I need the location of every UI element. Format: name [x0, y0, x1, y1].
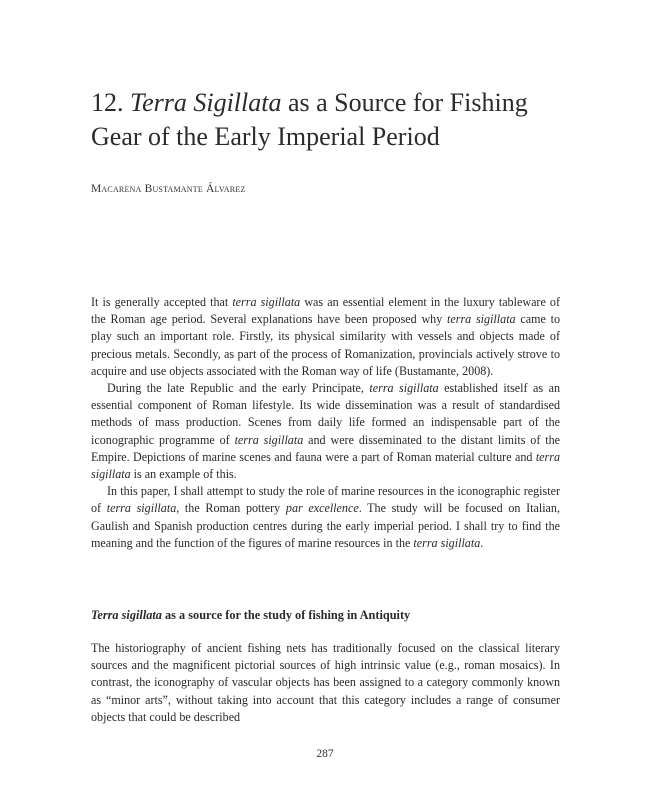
italic-term: terra sigillata	[447, 312, 516, 327]
section-paragraph-1: The historiography of ancient fishing nets has traditionally focused on the classical literary sources and the magnificent pictorial sources of high intrinsic value (e.g., roman mosaics). In contrast, the iconography of vascular objects has been assigned to a category commonly known as “minor arts”, without taking into account that this category includes a range of consumer objects that could be described	[91, 641, 560, 724]
intro-paragraph-2: During the late Republic and the early Principate, terra sigillata established itself as an essential component of Roman lifestyle. Its wide dissemination was a result of standardised methods of mass production. Scenes from daily life formed an indispensable part of the iconographic programme of terra sigillata and were disseminated to the distant limits of the Empire. Depictions of marine scenes and fauna were a part of Roman material culture and terra sigillata is an example of this.	[91, 381, 560, 482]
intro-paragraph-1: It is generally accepted that terra sigillata was an essential element in the luxury tableware of the Roman age period. Several explanations have been proposed why terra sigillata came to play such an important role. Firstly, its physical similarity with vessels and objects made of precious metals. Secondly, as part of the process of Romanization, provincials actively strove to acquire and use objects associated with the Roman way of life (Bustamante, 2008).	[91, 295, 561, 378]
section-heading	[91, 608, 410, 623]
section-heading-italic: Terra sigillata	[91, 608, 162, 622]
chapter-title-italic: Terra Sigillata	[130, 88, 282, 117]
chapter-number: 12.	[91, 88, 124, 117]
section-text	[91, 640, 560, 726]
italic-term: terra sigillata	[91, 449, 560, 482]
intro-text	[91, 294, 560, 552]
chapter-title-rest: as a Source for Fishing Gear of the Early Imperial Period	[91, 88, 528, 151]
chapter-title	[91, 86, 561, 154]
italic-term: terra sigillata	[369, 381, 439, 396]
author-name: Macarena Bustamante Álvarez	[91, 183, 246, 195]
italic-term: terra sigillata	[232, 295, 301, 309]
italic-term: terra sigillata	[413, 535, 481, 550]
italic-term: terra sigillata	[106, 501, 177, 516]
italic-term: terra sigillata	[234, 432, 304, 447]
page-number: 287	[316, 748, 334, 760]
intro-paragraph-3: In this paper, I shall attempt to study the role of marine resources in the iconographic register of terra sigillata, the Roman pottery par excellence. The study will be focused on Italian, Gaulish and Spanish production centres during the early imperial period. I shall try to find the meaning and the function of the figures of marine resources in the terra sigillata.	[91, 484, 560, 550]
italic-term: par excellence	[285, 501, 359, 516]
section-heading-rest: as a source for the study of fishing in Antiquity	[161, 608, 411, 622]
